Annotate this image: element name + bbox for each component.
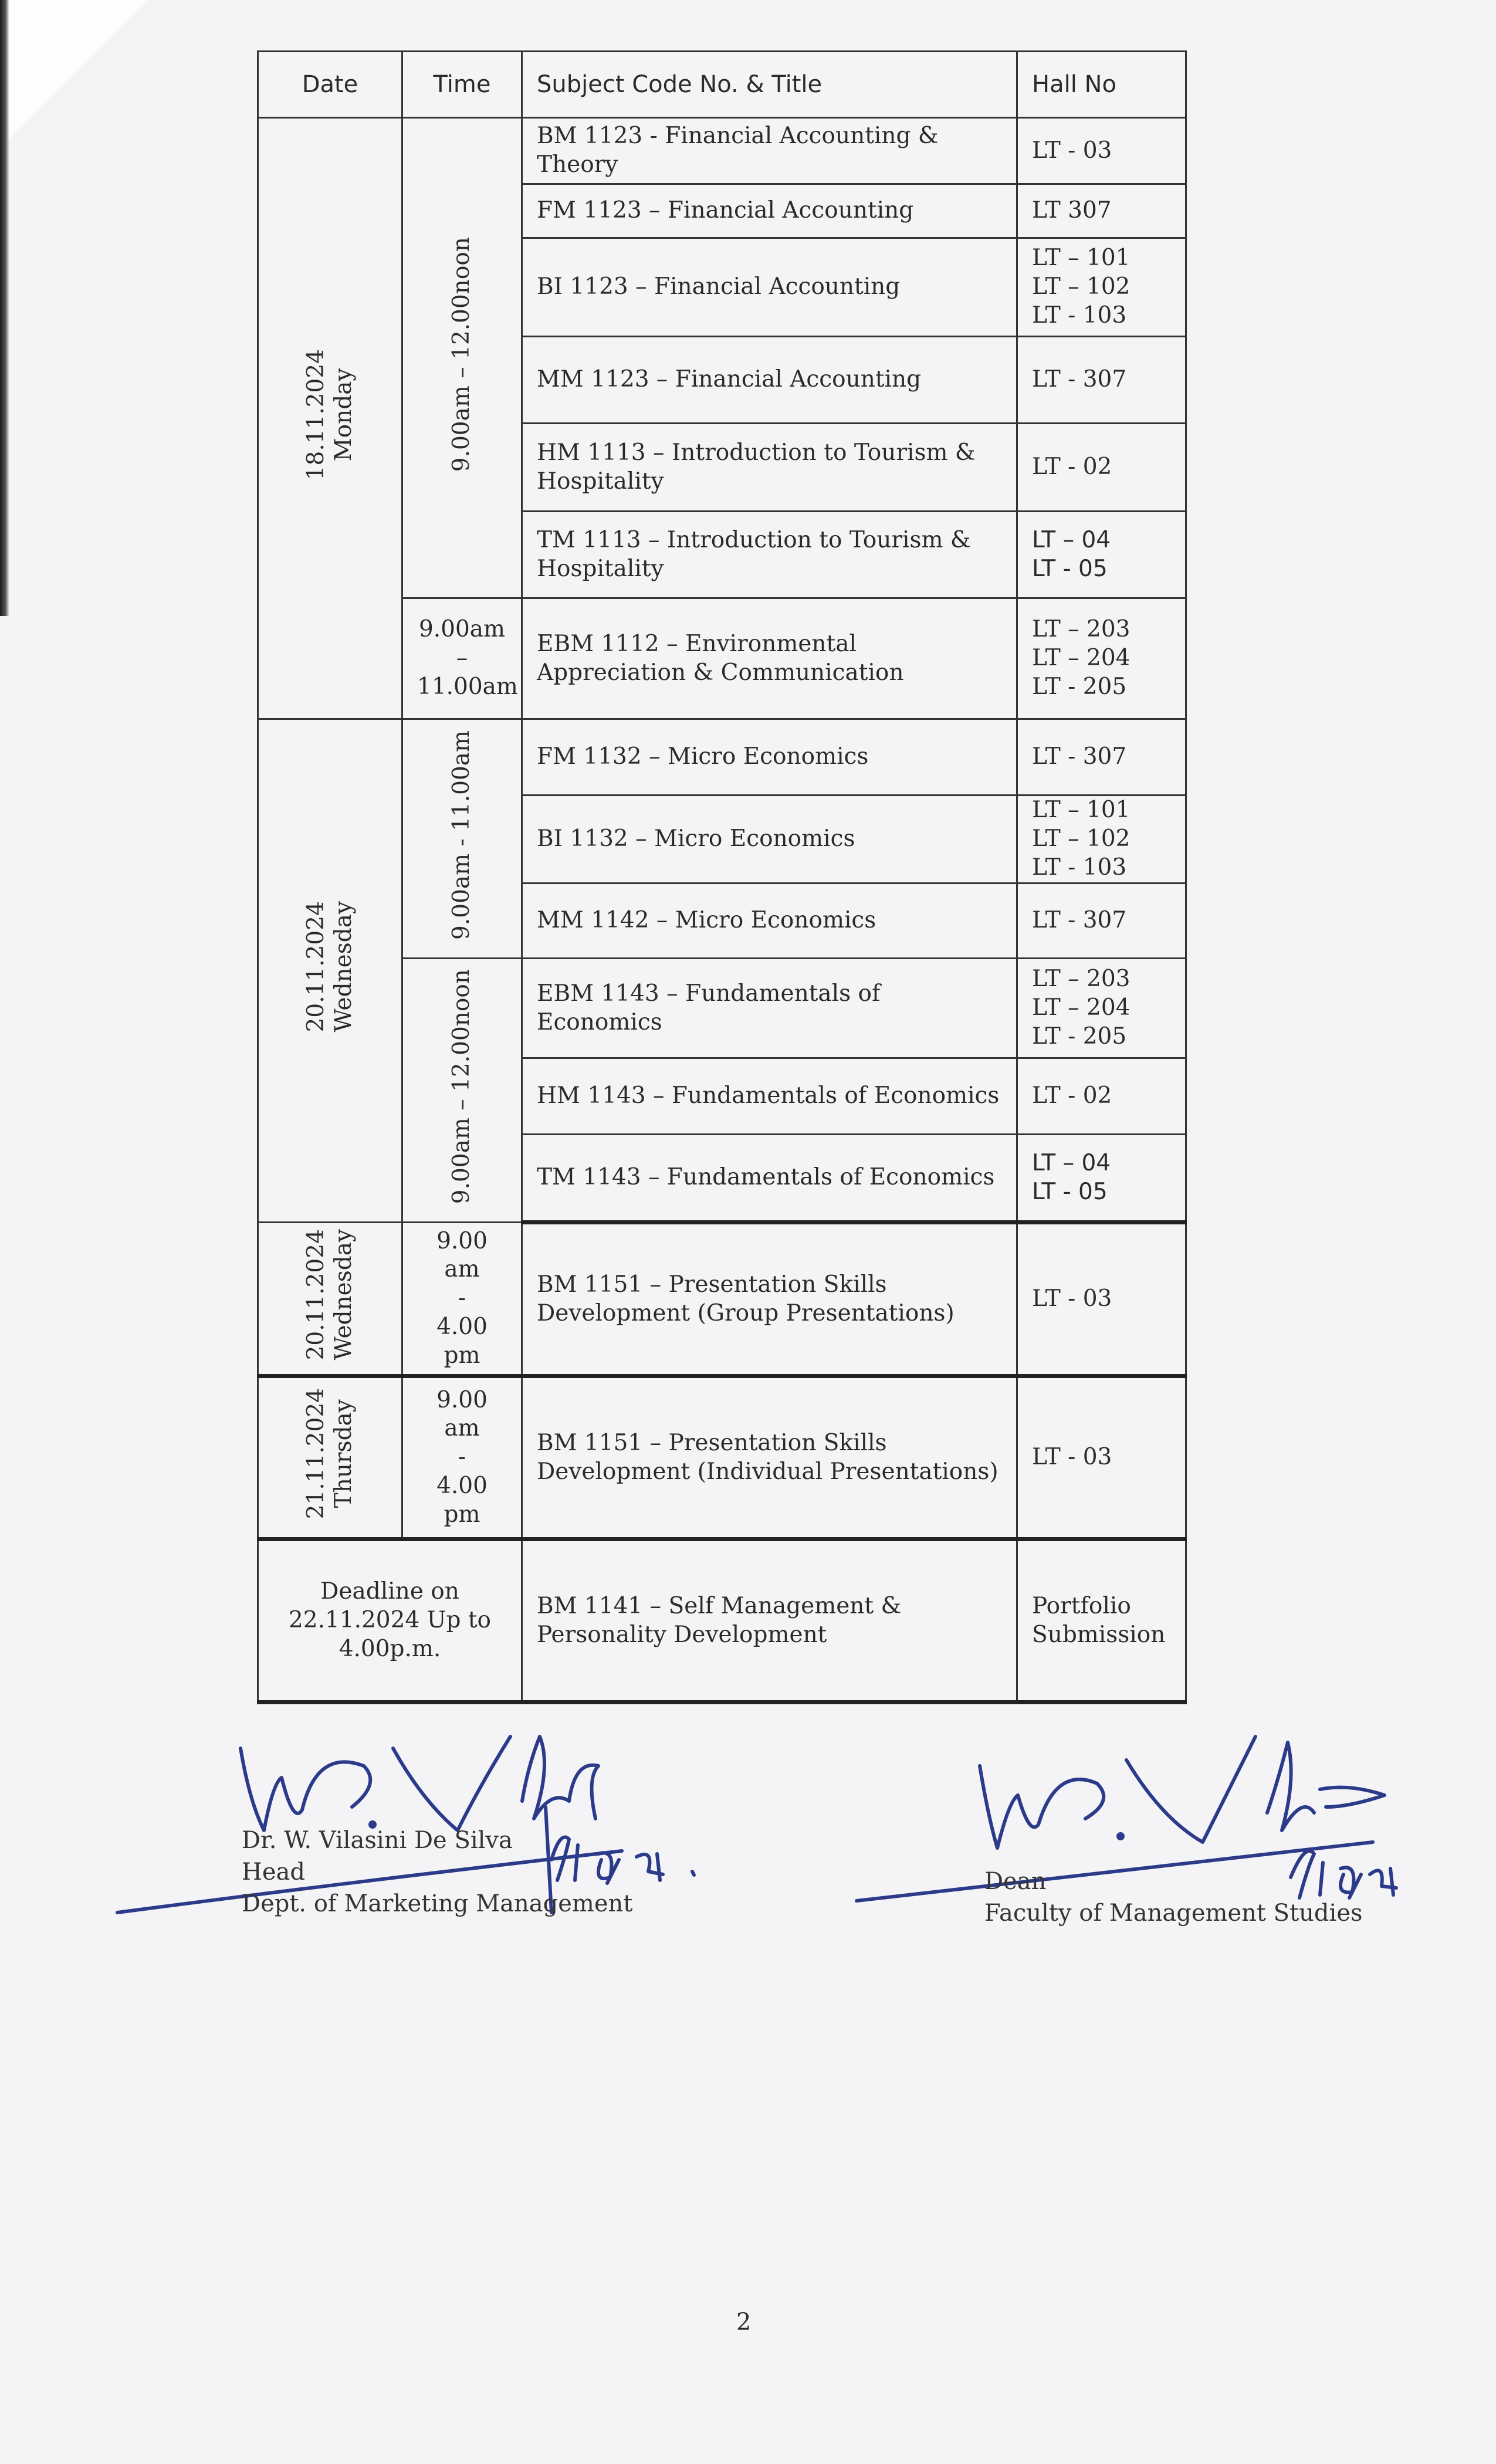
subject-cell: HM 1113 – Introduction to Tourism & Hospitality xyxy=(522,424,1017,512)
subject-cell: FM 1132 – Micro Economics xyxy=(522,719,1017,796)
subject-cell: TM 1113 – Introduction to Tourism & Hospitality xyxy=(522,512,1017,598)
subject-cell: FM 1123 – Financial Accounting xyxy=(522,184,1017,238)
hall-cell: LT 307 xyxy=(1017,184,1186,238)
signatory-title: Dean xyxy=(984,1868,1047,1895)
date-cell xyxy=(258,1376,402,1539)
time-cell xyxy=(402,719,522,959)
time-cell: 9.00 am - 4.00 pm xyxy=(402,1376,522,1539)
signatory-department: Faculty of Management Studies xyxy=(984,1900,1363,1927)
table-row xyxy=(258,1376,1186,1539)
hall-cell: LT - 03 xyxy=(1017,1223,1186,1376)
time-text: 9.00am - 11.00am xyxy=(448,730,475,940)
subject-cell: BM 1151 – Presentation Skills Development (Individual Presentations) xyxy=(522,1376,1017,1539)
signatory-dean xyxy=(984,1866,1363,1929)
subject-cell: HM 1143 – Fundamentals of Economics xyxy=(522,1058,1017,1135)
exam-schedule-table xyxy=(257,50,1187,1704)
signatory-title: Head xyxy=(242,1859,306,1886)
subject-cell: TM 1143 – Fundamentals of Economics xyxy=(522,1135,1017,1223)
header-time: Time xyxy=(402,52,522,118)
page-number: 2 xyxy=(736,2309,752,2336)
subject-cell: BM 1141 – Self Management & Personality Development xyxy=(522,1539,1017,1703)
hall-cell: LT - 307 xyxy=(1017,884,1186,959)
time-text: 9.00am – 12.00noon xyxy=(448,236,475,472)
hall-cell: LT – 04 LT - 05 xyxy=(1017,1135,1186,1223)
hall-cell: LT – 101 LT – 102 LT - 103 xyxy=(1017,796,1186,884)
subject-cell: MM 1142 – Micro Economics xyxy=(522,884,1017,959)
date-text: 20.11.2024 Wednesday xyxy=(302,1229,357,1360)
hall-cell: LT - 02 xyxy=(1017,424,1186,512)
table-row xyxy=(258,1539,1186,1703)
hall-cell: LT - 307 xyxy=(1017,719,1186,796)
hall-cell: LT - 02 xyxy=(1017,1058,1186,1135)
date-cell xyxy=(258,118,402,719)
signatory-department: Dept. of Marketing Management xyxy=(242,1890,633,1917)
hall-cell: LT - 03 xyxy=(1017,118,1186,184)
table-row xyxy=(258,1223,1186,1376)
subject-cell: EBM 1143 – Fundamentals of Economics xyxy=(522,959,1017,1058)
header-date: Date xyxy=(258,52,402,118)
subject-cell: BI 1132 – Micro Economics xyxy=(522,796,1017,884)
time-cell xyxy=(402,118,522,598)
subject-cell: BM 1151 – Presentation Skills Development (Group Presentations) xyxy=(522,1223,1017,1376)
time-cell: 9.00 am - 4.00 pm xyxy=(402,1223,522,1376)
subject-cell: EBM 1112 – Environmental Appreciation & Communication xyxy=(522,598,1017,719)
time-cell xyxy=(402,959,522,1223)
hall-cell: LT – 101 LT – 102 LT - 103 xyxy=(1017,238,1186,337)
scan-artifact xyxy=(0,0,9,616)
date-cell xyxy=(258,719,402,1223)
signatory-name: Dr. W. Vilasini De Silva xyxy=(242,1827,513,1854)
hall-cell: LT - 307 xyxy=(1017,337,1186,424)
table-header-row xyxy=(258,52,1186,118)
header-hall: Hall No xyxy=(1017,52,1186,118)
table-row xyxy=(258,719,1186,796)
signatory-head xyxy=(242,1825,632,1920)
time-cell: 9.00am – 11.00am xyxy=(402,598,522,719)
header-subject: Subject Code No. & Title xyxy=(522,52,1017,118)
hall-cell: LT – 04 LT - 05 xyxy=(1017,512,1186,598)
date-text: 18.11.2024 Monday xyxy=(302,348,357,480)
hall-cell: LT – 203 LT – 204 LT - 205 xyxy=(1017,598,1186,719)
hall-cell: LT - 03 xyxy=(1017,1376,1186,1539)
deadline-cell: Deadline on 22.11.2024 Up to 4.00p.m. xyxy=(258,1539,522,1703)
table-row xyxy=(258,118,1186,184)
date-cell xyxy=(258,1223,402,1376)
hall-cell: Portfolio Submission xyxy=(1017,1539,1186,1703)
date-text: 20.11.2024 Wednesday xyxy=(302,901,357,1033)
time-text: 9.00am – 12.00noon xyxy=(448,969,475,1204)
subject-cell: MM 1123 – Financial Accounting xyxy=(522,337,1017,424)
subject-cell: BI 1123 – Financial Accounting xyxy=(522,238,1017,337)
hall-cell: LT – 203 LT – 204 LT - 205 xyxy=(1017,959,1186,1058)
scan-artifact xyxy=(0,0,176,188)
date-text: 21.11.2024 Thursday xyxy=(302,1388,357,1519)
subject-cell: BM 1123 - Financial Accounting & Theory xyxy=(522,118,1017,184)
